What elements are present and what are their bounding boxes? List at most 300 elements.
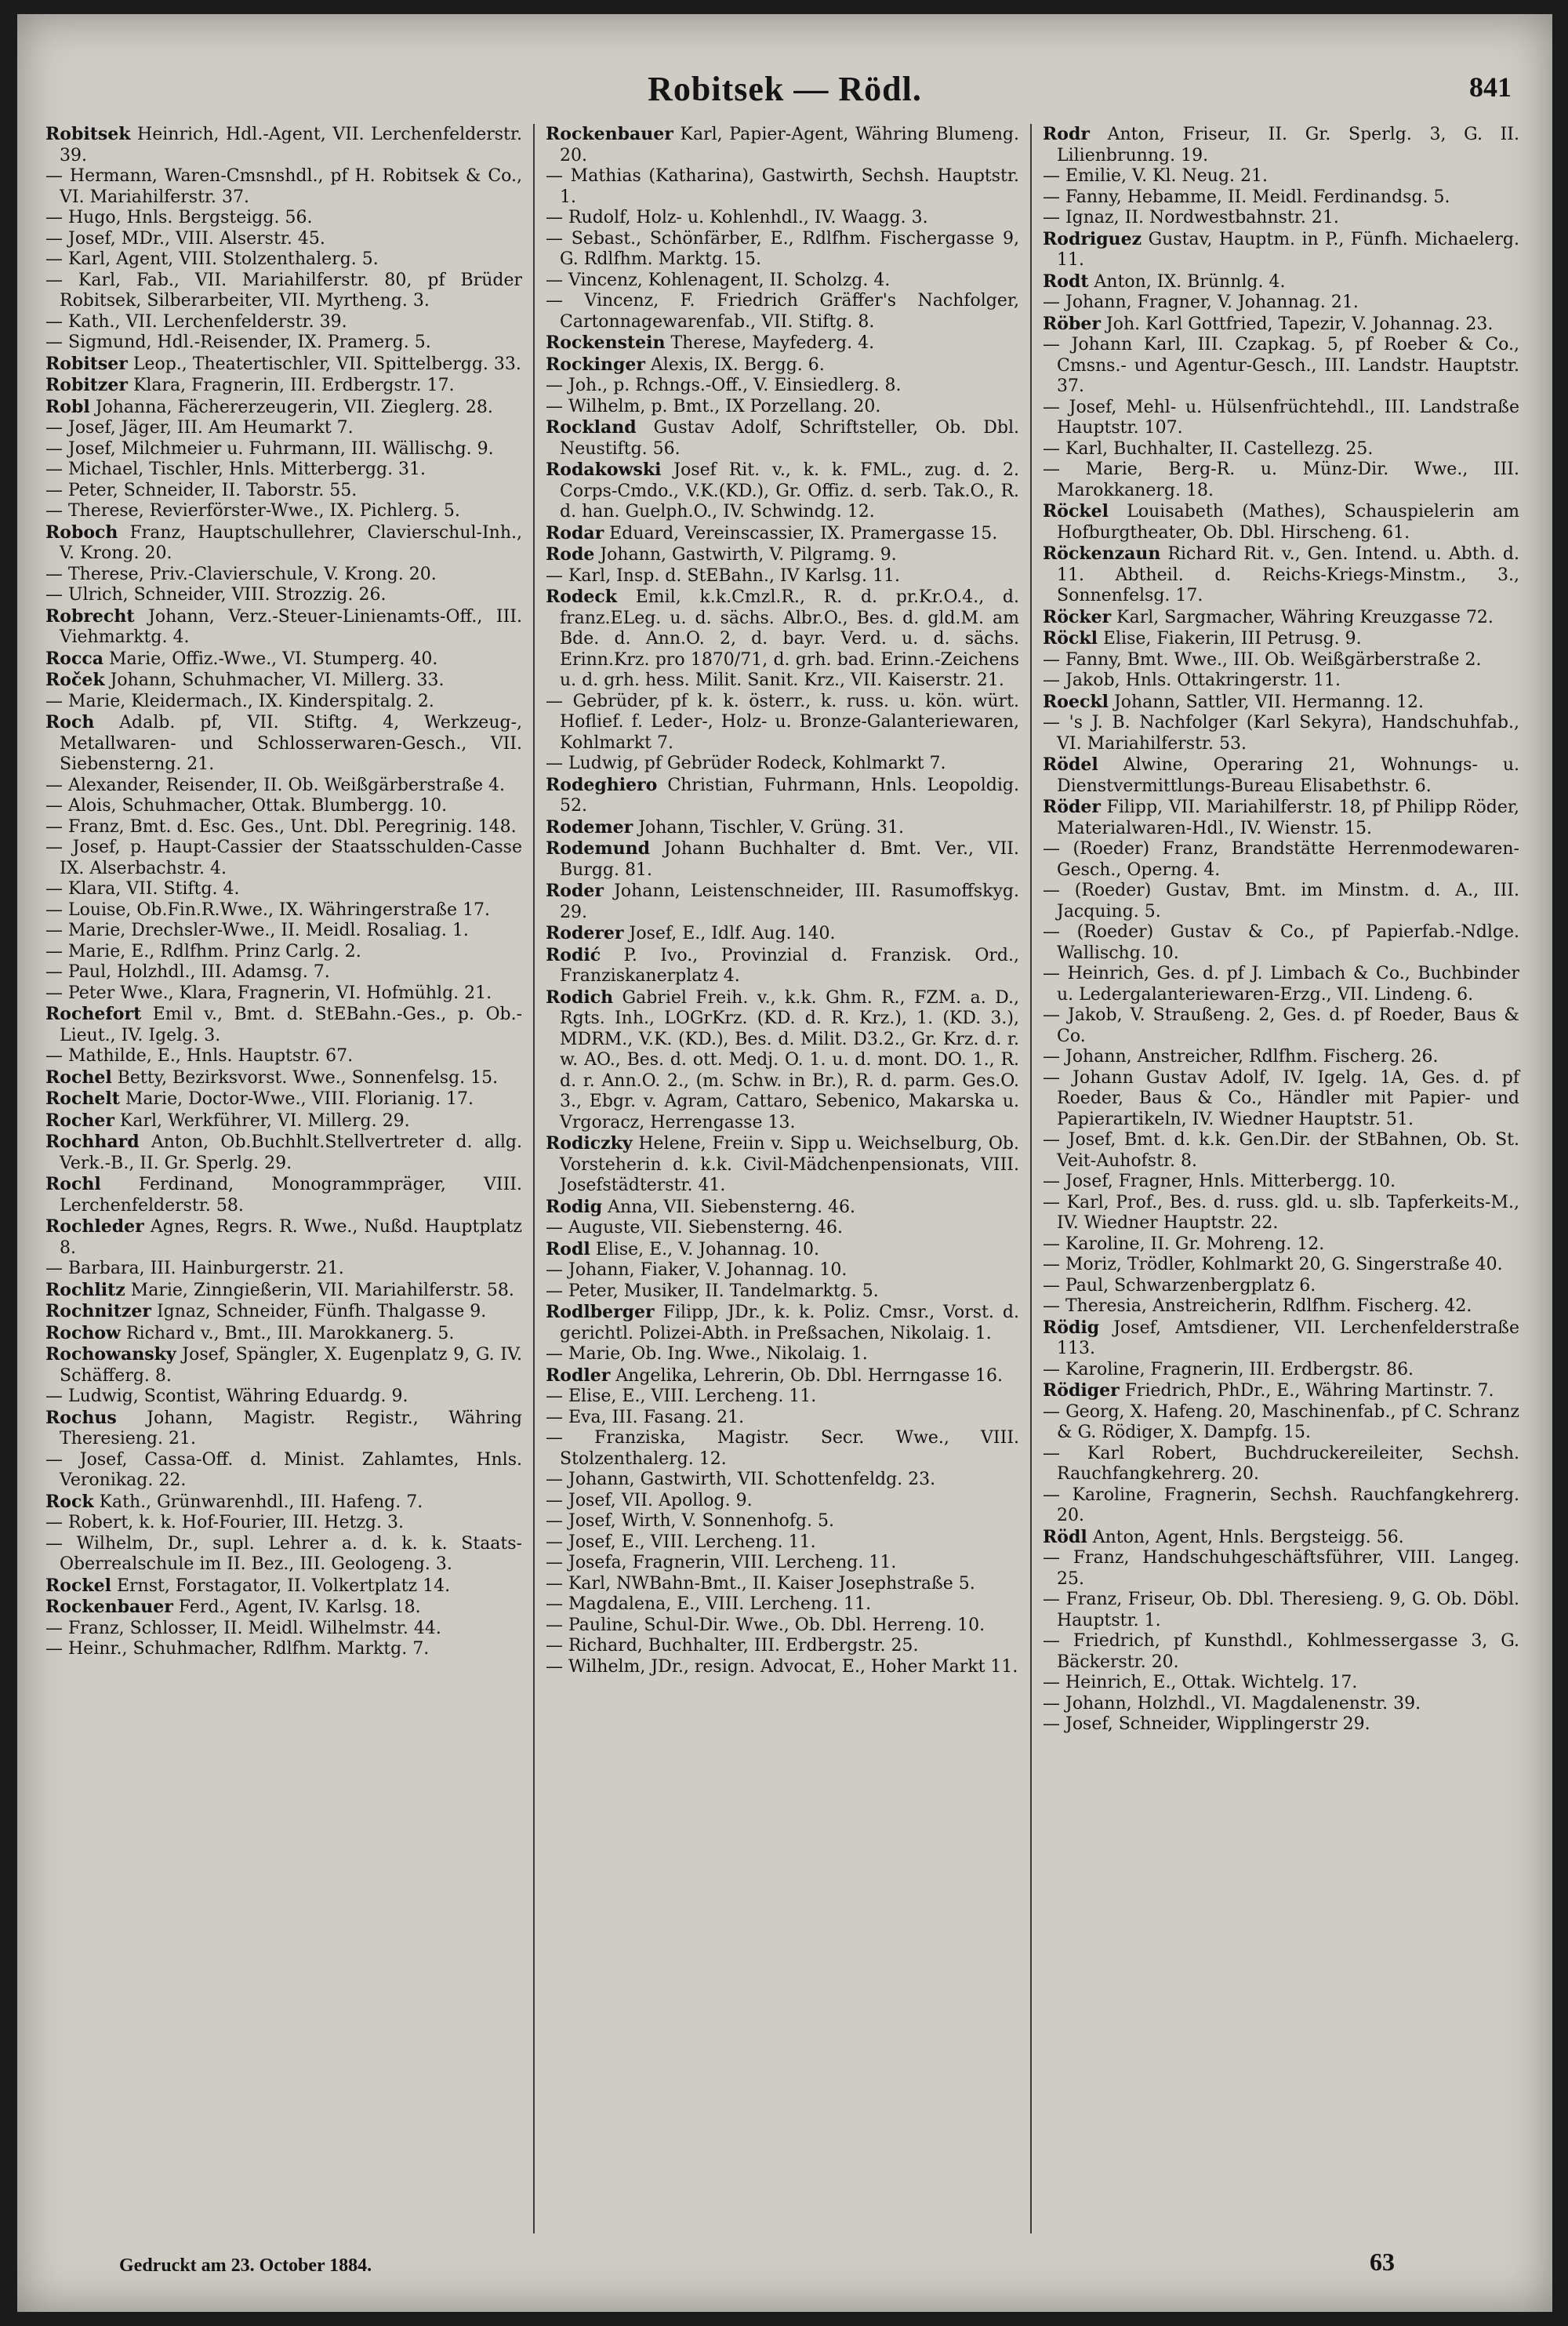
entry-text: Ferd., Agent, IV. Karlsg. 18. <box>172 1597 421 1617</box>
entry-text: Ferdinand, Monogrammpräger, VIII. Lerchenfelderstr. 58. <box>60 1175 522 1216</box>
entry-text: Emil, k.k.Cmzl.R., R. d. pr.Kr.O.4., d. franz.ELeg. u. d. sächs. Albr.O., Bes. d. gld.M. am Bde. d. Ann.O. 2, d. bayr. Verd. u. d. sächs. Erinn.Krz. pro 1870/71, d. grh. bad. Erinn.-Zeichens u. d. grh. hess. Milit. Sanit. Krz., VII. Kaiserstr. 21. <box>560 587 1019 690</box>
sheet-number: 63 <box>1370 2248 1395 2276</box>
entry-text: Angelika, Lehrerin, Ob. Dbl. Herrngasse 16. <box>610 1365 1004 1386</box>
entry-text: Joh. Karl Gottfried, Tapezir, V. Johannag. 23. <box>1100 314 1494 334</box>
entry-text: Gustav Adolf, Schriftsteller, Ob. Dbl. Neustiftg. 56. <box>560 418 1019 459</box>
entry-text: — Josef, VII. Apollog. 9. <box>546 1490 753 1510</box>
entry-surname: Rode <box>546 544 595 565</box>
entry-text: — Johann, Holzhdl., VI. Magdalenenstr. 39. <box>1043 1693 1421 1714</box>
directory-entry <box>546 1553 1019 1574</box>
directory-entry <box>546 1387 1019 1408</box>
directory-entry <box>1043 1255 1519 1276</box>
directory-entry <box>45 1387 522 1408</box>
directory-entry <box>546 1302 1019 1344</box>
entry-surname: Roboch <box>45 522 118 543</box>
directory-entry <box>45 208 522 229</box>
directory-entry <box>45 249 522 271</box>
directory-entry <box>45 712 522 776</box>
running-head-title: Robitsek — Rödl. <box>648 70 922 108</box>
entry-text: — Fanny, Bmt. Wwe., III. Ob. Weißgärberstraße 2. <box>1043 649 1482 670</box>
entry-text: Franz, Hauptschullehrer, Clavierschul-Inh., V. Krong. 20. <box>60 522 522 563</box>
entry-text: — Josef, p. Haupt-Cassier der Staatsschulden-Casse IX. Alserbachstr. 4. <box>45 838 522 878</box>
directory-entry <box>1043 964 1519 1005</box>
directory-entry <box>546 945 1019 987</box>
entry-text: — Wilhelm, p. Bmt., IX Porzellang. 20. <box>546 396 881 416</box>
directory-entry <box>45 312 522 333</box>
entry-surname: Rochus <box>45 1407 117 1428</box>
entry-surname: Rochl <box>45 1174 101 1194</box>
entry-text: — Franz, Schlosser, II. Meidl. Wilhelmstr. 44. <box>45 1618 441 1638</box>
entry-text: — Sigmund, Hdl.-Reisender, IX. Pramerg. 5. <box>45 333 431 352</box>
directory-entry <box>1043 1590 1519 1631</box>
entry-text: — Karoline, Fragnerin, III. Erdbergstr. 86. <box>1043 1359 1414 1379</box>
entry-text: — Franz, Bmt. d. Esc. Ges., Unt. Dbl. Peregrinig. 148. <box>45 816 517 837</box>
directory-entry <box>546 333 1019 354</box>
directory-entry <box>546 692 1019 754</box>
entry-text: — Karl, Agent, VIII. Stolzenthalerg. 5. <box>45 249 379 269</box>
entry-text: Louisabeth (Mathes), Schauspielerin am Hofburgtheater, Ob. Dbl. Hirscheng. 61. <box>1057 502 1519 543</box>
entry-text: Johann Buchhalter d. Bmt. Ver., VII. Burgg. 81. <box>560 839 1019 880</box>
page-header <box>17 69 1552 124</box>
directory-entry <box>1043 271 1519 293</box>
directory-entry <box>1043 1402 1519 1444</box>
directory-entry <box>1043 1485 1519 1527</box>
directory-entry <box>546 417 1019 460</box>
directory-entry <box>1043 1130 1519 1172</box>
directory-entry <box>546 1260 1019 1281</box>
directory-entry <box>1043 922 1519 964</box>
entry-surname: Robrecht <box>45 605 135 627</box>
directory-entry <box>45 333 522 354</box>
directory-entry <box>1043 187 1519 209</box>
directory-page <box>17 14 1552 2312</box>
directory-entry <box>546 208 1019 229</box>
directory-entry <box>45 1216 522 1259</box>
directory-entry <box>1043 1172 1519 1193</box>
directory-entry <box>45 1408 522 1450</box>
directory-entry <box>1043 460 1519 501</box>
directory-entry <box>546 1408 1019 1429</box>
entry-text: — Johann, Anstreicher, Rdlfhm. Fischerg. 26. <box>1043 1047 1439 1067</box>
entry-surname: Rock <box>45 1491 94 1512</box>
entry-text: Therese, Mayfederg. 4. <box>665 333 875 353</box>
entry-surname: Roeckl <box>1043 691 1109 712</box>
entry-text: — Marie, Ob. Ing. Wwe., Nikolaig. 1. <box>546 1344 868 1364</box>
entry-text: Josef, Spängler, X. Eugenplatz 9, G. IV. Schäfferg. 8. <box>60 1345 522 1386</box>
directory-entry <box>45 1323 522 1345</box>
directory-columns <box>34 124 1530 2233</box>
entry-surname: Rochel <box>45 1067 112 1088</box>
entry-text: — Karl Robert, Buchdruckereileiter, Sechsh. Rauchfangkehrerg. 20. <box>1043 1443 1519 1484</box>
entry-text: — Marie, Berg-R. u. Münz-Dir. Wwe., III. Marokkanerg. 18. <box>1043 460 1519 500</box>
entry-surname: Rodakowski <box>546 460 662 480</box>
entry-surname: Roder <box>546 881 604 901</box>
entry-text: — Johann, Gastwirth, VII. Schottenfeldg. 23. <box>546 1470 936 1489</box>
entry-text: — Vincenz, Kohlenagent, II. Scholzg. 4. <box>546 270 891 290</box>
entry-text: Betty, Bezirksvorst. Wwe., Sonnenfelsg. 15. <box>111 1067 499 1088</box>
entry-text: — Wilhelm, JDr., resign. Advocat, E., Hoher Markt 11. <box>546 1656 1018 1677</box>
directory-entry <box>546 1218 1019 1239</box>
entry-text: — Josef, Jäger, III. Am Heumarkt 7. <box>45 418 354 438</box>
directory-entry <box>1043 797 1519 839</box>
entry-text: Filipp, VII. Mariahilferstr. 18, pf Philipp Röder, Materialwaren-Hdl., IV. Wienstr. 15. <box>1057 798 1519 838</box>
entry-text: — Josef, MDr., VIII. Alserstr. 45. <box>45 228 325 249</box>
directory-entry <box>546 1511 1019 1532</box>
directory-entry <box>546 229 1019 271</box>
entry-surname: Roch <box>45 712 95 732</box>
entry-surname: Rochowansky <box>45 1344 176 1365</box>
entry-text: — Magdalena, E., VIII. Lercheng. 11. <box>546 1594 872 1614</box>
directory-entry <box>1043 1296 1519 1317</box>
entry-surname: Rochlitz <box>45 1279 125 1300</box>
directory-entry <box>1043 881 1519 922</box>
directory-entry <box>546 1636 1019 1657</box>
entry-text: Karl, Papier-Agent, Währing Blumeng. 20. <box>560 125 1019 165</box>
entry-text: — Theresia, Anstreicherin, Rdlfhm. Fischerg. 42. <box>1043 1296 1472 1316</box>
directory-entry <box>1043 166 1519 187</box>
directory-entry <box>45 1088 522 1110</box>
entry-text: — Heinr., Schuhmacher, Rdlfhm. Marktg. 7. <box>45 1639 430 1659</box>
directory-entry <box>1043 1360 1519 1381</box>
entry-text: — Heinrich, Ges. d. pf J. Limbach & Co., Buchbinder u. Ledergalanteriewaren-Erzg., VII. Lindeng. 6. <box>1043 964 1519 1005</box>
entry-surname: Rodeck <box>546 587 617 607</box>
entry-surname: Röckel <box>1043 501 1109 522</box>
directory-entry <box>45 838 522 879</box>
directory-entry <box>1043 628 1519 650</box>
entry-text: — Richard, Buchhalter, III. Erdbergstr. 25. <box>546 1636 919 1655</box>
directory-entry <box>546 1657 1019 1678</box>
entry-text: Filipp, JDr., k. k. Poliz. Cmsr., Vorst. d. gerichtl. Polizei-Abth. in Preßsachen, Nikolaig. 1. <box>560 1303 1019 1343</box>
directory-entry <box>546 1532 1019 1554</box>
entry-text: Johann, Magistr. Registr., Währing Theresieng. 21. <box>60 1408 522 1448</box>
entry-text: — Wilhelm, Dr., supl. Lehrer a. d. k. k. Staats-Oberrealschule im II. Bez., III. Geologeng. 3. <box>45 1533 522 1574</box>
directory-entry <box>1043 1444 1519 1485</box>
directory-entry <box>1043 543 1519 607</box>
entry-text: — Karl, Fab., VII. Mariahilferstr. 80, pf Brüder Robitsek, Silberarbeiter, VII. Myrtheng. 3. <box>45 270 522 311</box>
directory-entry <box>1043 1548 1519 1590</box>
entry-text: Richard Rit. v., Gen. Intend. u. Abth. d. 11. Abtheil. d. Reichs-Kriegs-Minstm., 3., Sonnenfelsg. 17. <box>1057 544 1519 605</box>
directory-entry <box>45 692 522 713</box>
entry-text: — Franz, Handschuhgeschäftsführer, VIII. Langeg. 25. <box>1043 1548 1519 1589</box>
entry-text: — Ludwig, Scontist, Währing Eduardg. 9. <box>45 1387 408 1406</box>
directory-entry <box>1043 839 1519 881</box>
directory-entry <box>1043 1694 1519 1715</box>
entry-text: — Johann, Fiaker, V. Johannag. 10. <box>546 1260 848 1280</box>
entry-text: Friedrich, PhDr., E., Währing Martinstr. 7. <box>1119 1381 1494 1401</box>
entry-surname: Rochnitzer <box>45 1301 151 1321</box>
entry-text: — Josefa, Fragnerin, VIII. Lercheng. 11. <box>546 1553 897 1572</box>
entry-text: Marie, Doctor-Wwe., VIII. Florianig. 17. <box>119 1089 474 1109</box>
entry-text: — Josef, Wirth, V. Sonnenhofg. 5. <box>546 1511 834 1531</box>
directory-entry <box>1043 293 1519 314</box>
entry-text: — (Roeder) Franz, Brandstätte Herrenmodewaren-Gesch., Operng. 4. <box>1043 839 1519 880</box>
entry-surname: Rockenbauer <box>546 124 673 144</box>
entry-text: Gabriel Freih. v., k.k. Ghm. R., FZM. a. D., Rgts. Inh., LOGrKrz. (KD. d. R. Krz.), 1. (KD. 3.), MDRM., V.K. (KD.), Bes. d. Milit. D3.2., Gr. Krz. d. r. w. AO., Bes. d. ott. Medj. O. 1. u. d. mont. DO. 1., R. d. r. Ann.O. 2., (m. Schw. in Br.), R. d. parm. Ges.O. 3., Ebgr. v. Agram, Cattaro, Sebenico, Makarska u. Vrgoracz, Herrengasse 13. <box>560 987 1019 1132</box>
entry-text: Adalb. pf, VII. Stiftg. 4, Werkzeug-, Metallwaren- und Schlosserwaren-Gesch., VII. Siebensterng. 21. <box>60 713 522 774</box>
directory-entry <box>546 1365 1019 1387</box>
directory-entry <box>1043 501 1519 543</box>
directory-entry <box>546 1281 1019 1303</box>
entry-text: — Robert, k. k. Hof-Fourier, III. Hetzg. 3. <box>45 1513 404 1532</box>
entry-surname: Rödel <box>1043 754 1098 775</box>
entry-text: Johann, Leistenschneider, III. Rasumoffskyg. 29. <box>560 881 1019 922</box>
directory-entry <box>45 1259 522 1280</box>
entry-text: Eduard, Vereinscassier, IX. Pramergasse 15. <box>604 523 998 543</box>
entry-surname: Röder <box>1043 797 1101 817</box>
directory-entry <box>546 1615 1019 1637</box>
entry-text: — Josef, Schneider, Wipplingerstr 29. <box>1043 1714 1370 1734</box>
entry-text: — Ulrich, Schneider, VIII. Strozzig. 26. <box>45 585 387 605</box>
entry-text: — Mathilde, E., Hnls. Hauptstr. 67. <box>45 1046 354 1066</box>
entry-text: Josef, E., Idlf. Aug. 140. <box>623 924 836 943</box>
entry-text: — Jakob, Hnls. Ottakringerstr. 11. <box>1043 671 1341 690</box>
directory-entry <box>1043 398 1519 439</box>
column-right <box>1032 124 1530 2233</box>
entry-surname: Rodiczky <box>546 1133 633 1154</box>
directory-entry <box>45 522 522 565</box>
entry-surname: Robl <box>45 396 90 417</box>
directory-entry <box>1043 1005 1519 1047</box>
directory-entry <box>45 585 522 606</box>
entry-surname: Rodriguez <box>1043 228 1142 249</box>
directory-entry <box>45 921 522 942</box>
entry-text: Kath., Grünwarenhdl., III. Hafeng. 7. <box>93 1492 423 1512</box>
directory-entry <box>1043 713 1519 754</box>
entry-text: Richard v., Bmt., III. Marokkanerg. 5. <box>120 1323 455 1343</box>
entry-text: Anna, VII. Siebensterng. 46. <box>602 1197 855 1217</box>
entry-surname: Robitsek <box>45 124 131 144</box>
directory-entry <box>45 900 522 921</box>
page-number: 841 <box>1469 71 1512 103</box>
entry-surname: Rockenstein <box>546 333 666 353</box>
entry-surname: Röber <box>1043 313 1101 334</box>
entry-surname: Rodemund <box>546 838 650 859</box>
entry-text: — Georg, X. Hafeng. 20, Maschinenfab., pf C. Schranz & G. Rödiger, X. Dampfg. 15. <box>1043 1401 1519 1442</box>
directory-entry <box>546 754 1019 775</box>
entry-text: — Alois, Schuhmacher, Ottak. Blumbergg. 10. <box>45 796 448 816</box>
entry-text: Johann, Gastwirth, V. Pilgramg. 9. <box>594 545 897 565</box>
directory-entry <box>45 649 522 671</box>
entry-text: — Josef, E., VIII. Lercheng. 11. <box>546 1532 816 1552</box>
directory-entry <box>45 1301 522 1323</box>
entry-text: — Franziska, Magistr. Secr. Wwe., VIII. Stolzenthalerg. 12. <box>546 1428 1019 1469</box>
entry-text: — Elise, E., VIII. Lercheng. 11. <box>546 1387 817 1406</box>
entry-text: — Marie, E., Rdlfhm. Prinz Carlg. 2. <box>45 941 361 961</box>
entry-text: Anton, Ob.Buchhlt.Stellvertreter d. allg. Verk.-B., II. Gr. Sperlg. 29. <box>60 1132 522 1173</box>
directory-entry <box>1043 1276 1519 1297</box>
directory-entry <box>45 124 522 166</box>
entry-text: — Karl, Buchhalter, II. Castellezg. 25. <box>1043 438 1374 459</box>
entry-surname: Roček <box>45 670 105 690</box>
directory-entry <box>546 354 1019 376</box>
entry-text: — Mathias (Katharina), Gastwirth, Sechsh. Hauptstr. 1. <box>546 166 1019 207</box>
directory-entry <box>45 1344 522 1387</box>
entry-surname: Rochelt <box>45 1088 120 1109</box>
directory-entry <box>45 1619 522 1640</box>
directory-entry <box>546 1239 1019 1261</box>
entry-surname: Rockland <box>546 417 637 438</box>
entry-text: Johann, Schuhmacher, VI. Millerg. 33. <box>104 671 445 690</box>
entry-text: — Karl, Prof., Bes. d. russ. gld. u. slb. Tapferkeits-M., IV. Wiedner Hauptstr. 22. <box>1043 1192 1519 1233</box>
directory-entry <box>1043 1234 1519 1256</box>
column-middle <box>533 124 1032 2233</box>
entry-surname: Robitzer <box>45 375 128 395</box>
entry-surname: Rochleder <box>45 1216 144 1237</box>
directory-entry <box>45 606 522 649</box>
directory-entry <box>546 1470 1019 1491</box>
entry-surname: Röckl <box>1043 628 1098 649</box>
entry-text: — Marie, Drechsler-Wwe., II. Meidl. Rosaliag. 1. <box>45 921 469 940</box>
entry-text: Helene, Freiin v. Sipp u. Weichselburg, Ob. Vorsteherin d. k.k. Civil-Mädchenpensionats, VIII. Josefstädterstr. 41. <box>560 1134 1019 1195</box>
directory-entry <box>45 354 522 376</box>
entry-surname: Robitser <box>45 353 128 374</box>
entry-text: — (Roeder) Gustav & Co., pf Papierfab.-Ndlge. Wallischg. 10. <box>1043 922 1519 963</box>
entry-surname: Rodt <box>1043 271 1089 292</box>
entry-surname: Röckenzaun <box>1043 543 1161 564</box>
directory-entry <box>546 397 1019 418</box>
page-footer <box>17 2248 1552 2295</box>
directory-entry <box>546 1574 1019 1595</box>
entry-text: — Barbara, III. Hainburgerstr. 21. <box>45 1259 344 1278</box>
entry-text: — Peter Wwe., Klara, Fragnerin, VI. Hofmühlg. 21. <box>45 983 492 1003</box>
entry-text: — Josef, Milchmeier u. Fuhrmann, III. Wällischg. 9. <box>45 438 494 459</box>
directory-entry <box>546 544 1019 566</box>
entry-text: — Ludwig, pf Gebrüder Rodeck, Kohlmarkt 7. <box>546 754 946 773</box>
directory-entry <box>45 1450 522 1492</box>
directory-entry <box>546 166 1019 208</box>
entry-text: Ernst, Forstagator, II. Volkertplatz 14. <box>111 1576 451 1596</box>
entry-text: Johanna, Fächererzeugerin, VII. Zieglerg. 28. <box>89 397 493 417</box>
directory-entry <box>45 439 522 460</box>
entry-surname: Rockenbauer <box>45 1597 173 1617</box>
directory-entry <box>1043 124 1519 166</box>
directory-entry <box>1043 1047 1519 1068</box>
directory-entry <box>45 879 522 900</box>
entry-text: — Louise, Ob.Fin.R.Wwe., IX. Währingerstraße 17. <box>45 900 491 920</box>
directory-entry <box>546 775 1019 817</box>
entry-text: — Karoline, Fragnerin, Sechsh. Rauchfangkehrerg. 20. <box>1043 1485 1519 1525</box>
directory-entry <box>546 587 1019 692</box>
entry-surname: Rodr <box>1043 124 1090 144</box>
entry-text: — Josef, Bmt. d. k.k. Gen.Dir. der StBahnen, Ob. St. Veit-Auhofstr. 8. <box>1043 1130 1519 1171</box>
entry-text: — Eva, III. Fasang. 21. <box>546 1407 745 1427</box>
entry-text: Emil v., Bmt. d. StEBahn.-Ges., p. Ob.-Lieut., IV. Igelg. 3. <box>60 1005 522 1045</box>
directory-entry <box>45 1576 522 1597</box>
entry-text: — Ignaz, II. Nordwestbahnstr. 21. <box>1043 208 1339 227</box>
directory-entry <box>45 776 522 797</box>
directory-entry <box>1043 1673 1519 1694</box>
entry-surname: Rodlberger <box>546 1302 655 1322</box>
entry-text: Elise, Fiakerin, III Petrusg. 9. <box>1097 629 1362 649</box>
directory-entry <box>45 271 522 312</box>
entry-text: — Peter, Schneider, II. Taborstr. 55. <box>45 480 358 500</box>
entry-text: — Heinrich, E., Ottak. Wichtelg. 17. <box>1043 1673 1358 1692</box>
entry-text: Elise, E., V. Johannag. 10. <box>590 1239 820 1259</box>
directory-entry <box>45 397 522 419</box>
directory-entry <box>546 1133 1019 1197</box>
entry-surname: Rödiger <box>1043 1380 1120 1401</box>
entry-surname: Rockinger <box>546 354 645 375</box>
entry-text: — Marie, Kleidermach., IX. Kinderspitalg. 2. <box>45 691 434 711</box>
entry-text: — Paul, Holzhdl., III. Adamsg. 7. <box>45 962 330 982</box>
entry-text: Ignaz, Schneider, Fünfh. Thalgasse 9. <box>151 1302 487 1321</box>
entry-text: Josef, Amtsdiener, VII. Lerchenfelderstraße 113. <box>1057 1317 1519 1358</box>
entry-text: — Hugo, Hnls. Bergsteigg. 56. <box>45 208 313 227</box>
directory-entry <box>546 1197 1019 1219</box>
directory-entry <box>45 1046 522 1067</box>
entry-text: Anton, Friseur, II. Gr. Sperlg. 3, G. II. Lilienbrunng. 19. <box>1057 125 1519 165</box>
entry-text: — Paul, Schwarzenbergplatz 6. <box>1043 1275 1316 1296</box>
entry-surname: Rödig <box>1043 1317 1100 1338</box>
directory-entry <box>45 1067 522 1089</box>
directory-entry <box>1043 1317 1519 1360</box>
entry-text: — Karoline, II. Gr. Mohreng. 12. <box>1043 1234 1325 1254</box>
directory-entry <box>45 1280 522 1302</box>
entry-surname: Rocca <box>45 648 104 669</box>
directory-entry <box>1043 208 1519 229</box>
entry-surname: Rodl <box>546 1238 590 1259</box>
directory-entry <box>45 481 522 502</box>
entry-text: — Klara, VII. Stiftg. 4. <box>45 879 240 899</box>
directory-entry <box>1043 754 1519 797</box>
directory-entry <box>1043 229 1519 271</box>
directory-entry <box>546 987 1019 1134</box>
directory-entry <box>45 1534 522 1576</box>
entry-surname: Rodić <box>546 944 601 965</box>
directory-entry <box>45 1597 522 1619</box>
entry-text: — Sebast., Schönfärber, E., Rdlfhm. Fischergasse 9, G. Rdlfhm. Marktg. 15. <box>546 228 1019 269</box>
entry-text: — Franz, Friseur, Ob. Dbl. Theresieng. 9, G. Ob. Döbl. Hauptstr. 1. <box>1043 1590 1519 1630</box>
entry-text: Heinrich, Hdl.-Agent, VII. Lerchenfelderstr. 39. <box>60 125 522 165</box>
entry-text: Anton, Agent, Hnls. Bergsteigg. 56. <box>1087 1527 1404 1547</box>
entry-text: — Therese, Revierförster-Wwe., IX. Pichlerg. 5. <box>45 501 460 521</box>
entry-text: Klara, Fragnerin, III. Erdbergstr. 17. <box>127 376 455 395</box>
directory-entry <box>1043 607 1519 629</box>
entry-text: Johann, Sattler, VII. Hermanng. 12. <box>1108 692 1424 712</box>
directory-entry <box>1043 335 1519 398</box>
directory-entry <box>546 1491 1019 1512</box>
entry-text: Alexis, IX. Bergg. 6. <box>644 354 825 375</box>
entry-text: — Therese, Priv.-Clavierschule, V. Krong. 20. <box>45 564 437 584</box>
directory-entry <box>546 881 1019 923</box>
entry-surname: Rocher <box>45 1110 114 1131</box>
column-left <box>34 124 533 2233</box>
entry-text: Anton, IX. Brünnlg. 4. <box>1088 271 1286 292</box>
entry-text: — 's J. B. Nachfolger (Karl Sekyra), Handschuhfab., VI. Mariahilferstr. 53. <box>1043 713 1519 754</box>
directory-entry <box>45 166 522 208</box>
entry-text: — Johann, Fragner, V. Johannag. 21. <box>1043 293 1359 312</box>
entry-text: — Josef, Cassa-Off. d. Minist. Zahlamtes, Hnls. Veronikag. 22. <box>45 1449 522 1490</box>
directory-entry <box>1043 671 1519 692</box>
directory-entry <box>45 817 522 838</box>
entry-surname: Röcker <box>1043 606 1112 627</box>
entry-surname: Roderer <box>546 923 624 943</box>
entry-surname: Rodler <box>546 1365 611 1386</box>
entry-text: Karl, Werkführer, VI. Millerg. 29. <box>114 1110 410 1131</box>
directory-entry <box>45 1174 522 1216</box>
entry-text: — Josef, Fragner, Hnls. Mitterbergg. 10. <box>1043 1172 1396 1191</box>
entry-text: Marie, Zinngießerin, VII. Mariahilferstr. 58. <box>125 1280 514 1300</box>
directory-entry <box>45 1004 522 1046</box>
entry-text: — Karl, Insp. d. StEBahn., IV Karlsg. 11. <box>546 565 900 586</box>
entry-text: — Peter, Musiker, II. Tandelmarktg. 5. <box>546 1281 879 1301</box>
entry-text: — Kath., VII. Lerchenfelderstr. 39. <box>45 311 347 332</box>
directory-entry <box>45 229 522 250</box>
directory-entry <box>546 566 1019 587</box>
entry-text: — Emilie, V. Kl. Neug. 21. <box>1043 166 1269 186</box>
directory-entry <box>1043 1527 1519 1549</box>
directory-entry <box>546 838 1019 881</box>
